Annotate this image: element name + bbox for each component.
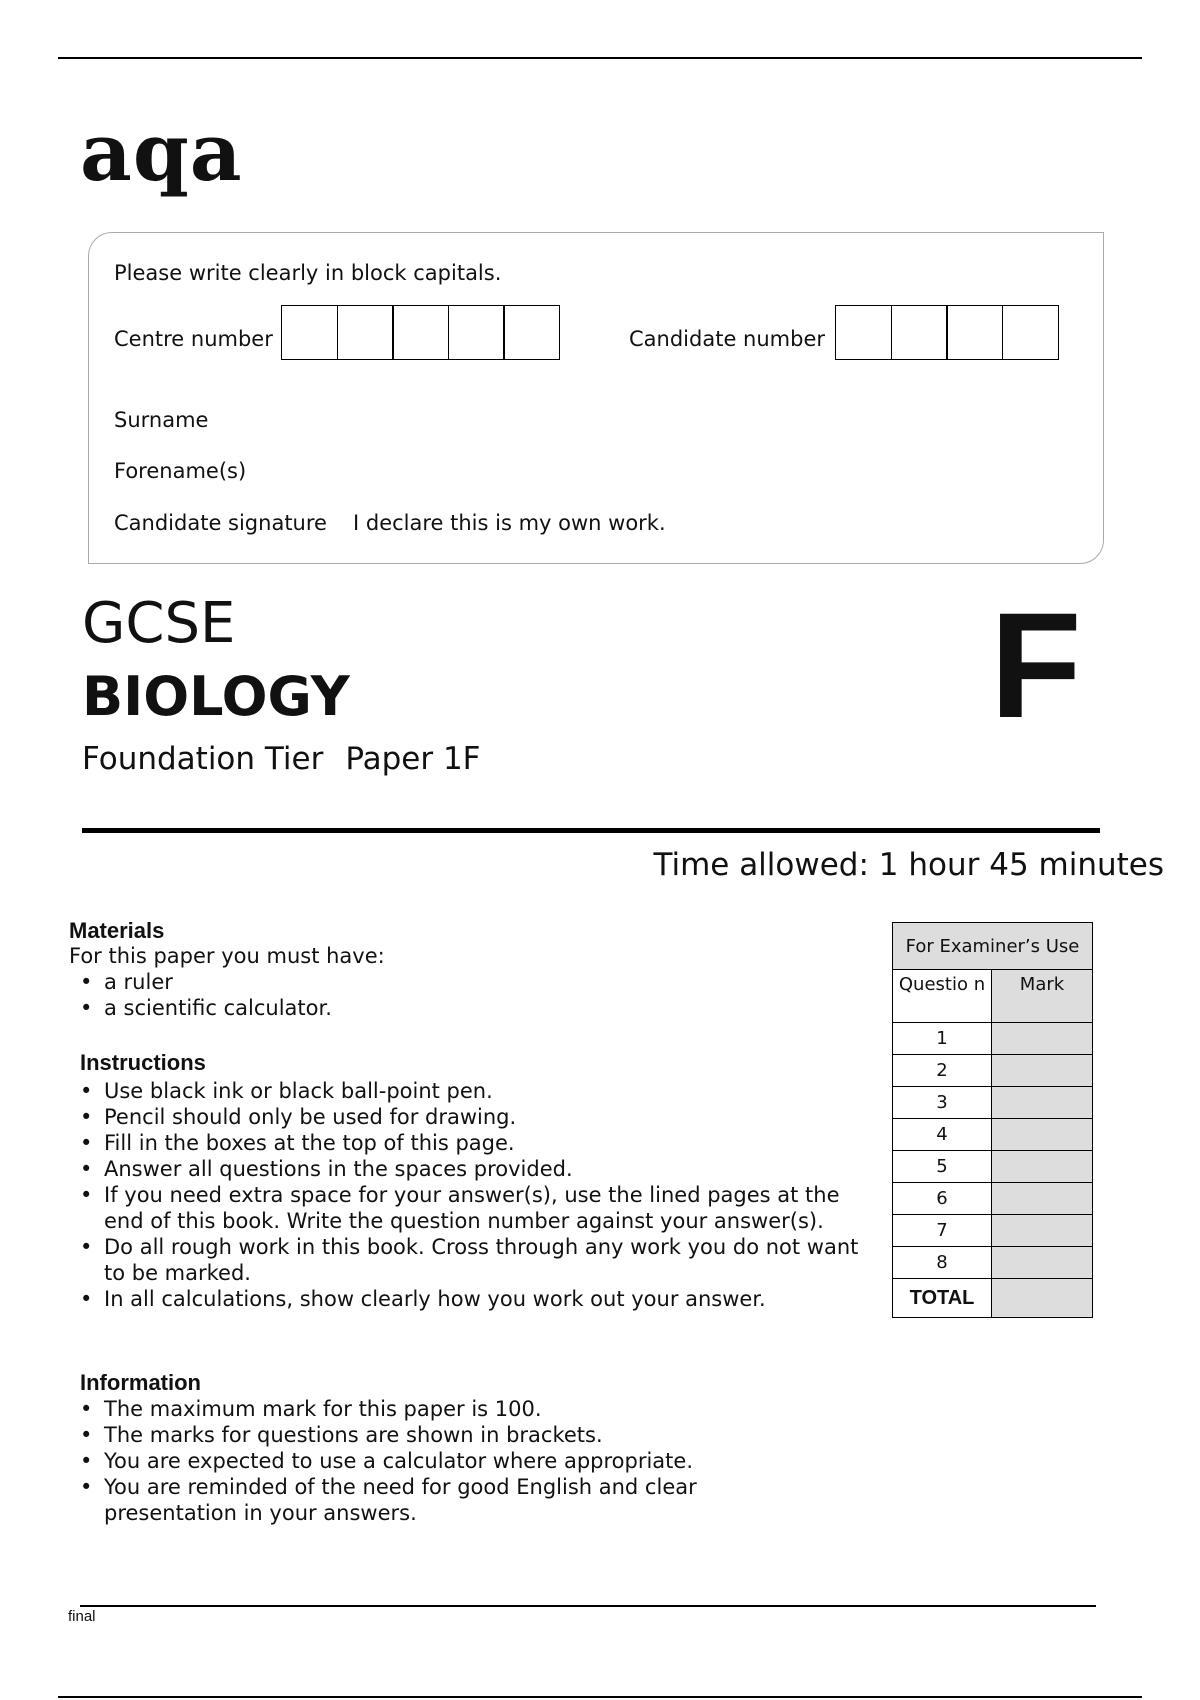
question-number: 8	[893, 1247, 992, 1279]
mark-cell	[992, 1023, 1093, 1055]
question-number: 4	[893, 1119, 992, 1151]
candidate-number-digit[interactable]	[1002, 305, 1059, 360]
mark-cell	[992, 1119, 1093, 1151]
list-item: • a scientific calculator.	[70, 995, 830, 1021]
aqa-logo: aqa	[80, 105, 243, 199]
table-row	[893, 1183, 1093, 1215]
table-row	[893, 1087, 1093, 1119]
list-item: • You are reminded of the need for good English and clear presentation in your answers.	[70, 1474, 790, 1526]
table-row	[893, 1247, 1093, 1279]
list-item: • In all calculations, show clearly how you work out your answer.	[70, 1286, 860, 1312]
mark-cell	[992, 1215, 1093, 1247]
instructions-list	[70, 1078, 860, 1312]
signature-label: Candidate signature	[114, 511, 327, 535]
centre-number-label: Centre number	[114, 327, 273, 351]
footer-rule	[80, 1605, 1096, 1607]
table-row	[893, 1215, 1093, 1247]
materials-list	[70, 969, 830, 1021]
list-item: • Use black ink or black ball-point pen.	[70, 1078, 860, 1104]
information-list	[70, 1396, 790, 1526]
candidate-number-boxes	[835, 305, 1057, 360]
materials-heading: Materials	[69, 918, 165, 943]
mark-cell	[992, 1151, 1093, 1183]
candidate-number-digit[interactable]	[891, 305, 948, 360]
declaration-text: I declare this is my own work.	[353, 511, 666, 535]
list-item: • If you need extra space for your answer(s), use the lined pages at the end of this book. Write the question number against your answer(s).	[70, 1182, 860, 1234]
table-row	[893, 1023, 1093, 1055]
mark-cell	[992, 1055, 1093, 1087]
materials-intro: For this paper you must have:	[69, 944, 385, 968]
examiner-use-table	[892, 922, 1093, 1318]
question-column-header: Questio n	[893, 970, 992, 1023]
block-capitals-instruction: Please write clearly in block capitals.	[114, 261, 502, 285]
subject-title: BIOLOGY	[82, 665, 350, 728]
total-row	[893, 1279, 1093, 1318]
time-allowed: Time allowed: 1 hour 45 minutes	[653, 847, 1164, 883]
candidate-number-digit[interactable]	[946, 305, 1003, 360]
forenames-label: Forename(s)	[114, 459, 247, 483]
list-item: • a ruler	[70, 969, 830, 995]
list-item: • Do all rough work in this book. Cross through any work you do not want to be marked.	[70, 1234, 860, 1286]
mark-column-header: Mark	[992, 970, 1093, 1023]
question-number: 3	[893, 1087, 992, 1119]
list-item: • Pencil should only be used for drawing.	[70, 1104, 860, 1130]
mark-cell	[992, 1247, 1093, 1279]
question-number: 2	[893, 1055, 992, 1087]
total-label: TOTAL	[893, 1279, 992, 1318]
table-row	[893, 1055, 1093, 1087]
tier-line	[82, 741, 503, 777]
examiner-use-title: For Examiner’s Use	[893, 923, 1093, 970]
centre-number-boxes	[281, 305, 559, 360]
candidate-number-label: Candidate number	[629, 327, 825, 351]
total-mark-cell	[992, 1279, 1093, 1318]
qualification-title: GCSE	[82, 591, 236, 656]
information-heading: Information	[80, 1370, 201, 1395]
centre-number-digit[interactable]	[281, 305, 338, 360]
instructions-heading: Instructions	[80, 1050, 206, 1075]
mark-cell	[992, 1087, 1093, 1119]
centre-number-digit[interactable]	[392, 305, 449, 360]
tier-letter: F	[990, 581, 1082, 749]
paper-name: Paper 1F	[345, 741, 481, 777]
list-item: • Answer all questions in the spaces provided.	[70, 1156, 860, 1182]
list-item: • The marks for questions are shown in brackets.	[70, 1422, 790, 1448]
tier-name: Foundation Tier	[82, 741, 324, 777]
centre-number-digit[interactable]	[337, 305, 394, 360]
top-rule	[58, 57, 1142, 59]
table-row	[893, 1151, 1093, 1183]
question-number: 6	[893, 1183, 992, 1215]
table-row	[893, 1119, 1093, 1151]
question-number: 1	[893, 1023, 992, 1055]
mark-cell	[992, 1183, 1093, 1215]
list-item: • You are expected to use a calculator where appropriate.	[70, 1448, 790, 1474]
bottom-rule	[58, 1696, 1142, 1698]
title-divider	[82, 828, 1100, 833]
surname-label: Surname	[114, 408, 209, 432]
footer-note: final	[68, 1608, 96, 1625]
question-number: 5	[893, 1151, 992, 1183]
candidate-number-digit[interactable]	[835, 305, 892, 360]
centre-number-digit[interactable]	[448, 305, 505, 360]
list-item: • Fill in the boxes at the top of this page.	[70, 1130, 860, 1156]
question-number: 7	[893, 1215, 992, 1247]
centre-number-digit[interactable]	[503, 305, 560, 360]
list-item: • The maximum mark for this paper is 100.	[70, 1396, 790, 1422]
